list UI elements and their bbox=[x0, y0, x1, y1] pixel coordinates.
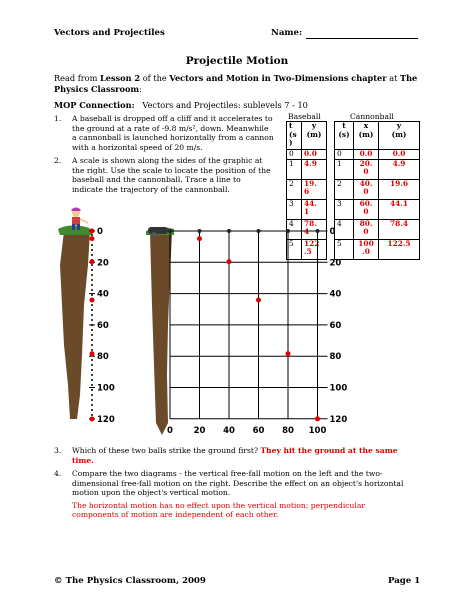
table-row: 5 100 .0 122.5 bbox=[335, 239, 420, 259]
table-row: 1 20. 0 4.9 bbox=[335, 159, 420, 179]
bottom-scale-label: 20 bbox=[193, 425, 206, 436]
horizontal-position-dot bbox=[257, 229, 261, 233]
baseball-table-title: Baseball bbox=[288, 112, 321, 121]
left-cliff-grass bbox=[58, 225, 92, 235]
left-scale-label: 40 bbox=[97, 289, 109, 300]
table-row: 3 44. 1 bbox=[287, 199, 327, 219]
cannonball-dot bbox=[197, 236, 202, 241]
name-label: Name: bbox=[271, 28, 303, 38]
right-scale-label: 80 bbox=[329, 352, 342, 363]
worksheet-title: Vectors and Projectiles bbox=[54, 28, 165, 38]
baseball-dot bbox=[90, 236, 95, 241]
baseball-dot bbox=[90, 298, 95, 303]
right-scale-label: 0 bbox=[329, 227, 336, 237]
baseball-dot bbox=[90, 351, 95, 356]
table-row: 0 0.0 0.0 bbox=[335, 150, 420, 160]
cannonball-dot bbox=[286, 351, 291, 356]
bottom-scale-label: 40 bbox=[223, 425, 235, 436]
right-scale-label: 40 bbox=[329, 289, 342, 300]
baseball-dot bbox=[90, 259, 95, 264]
right-scale-label: 20 bbox=[329, 258, 342, 269]
baseball-dot bbox=[90, 229, 95, 234]
trajectory-grid bbox=[168, 229, 328, 419]
left-scale-label: 120 bbox=[97, 414, 115, 425]
right-cliff bbox=[150, 233, 172, 435]
right-scale-label: 120 bbox=[329, 414, 348, 425]
intro-paragraph: Read from Lesson 2 of the Vectors and Motion in Two-Dimensions chapter at The Physics Classroom: bbox=[54, 73, 418, 94]
left-cliff bbox=[60, 231, 90, 419]
horizontal-position-dot bbox=[227, 229, 231, 233]
table-row: 4 80. 0 78.4 bbox=[335, 219, 420, 239]
bottom-scale-label: 0 bbox=[167, 425, 173, 436]
person-icon bbox=[71, 208, 88, 231]
horizontal-position-dot bbox=[168, 229, 172, 233]
left-scale bbox=[89, 227, 115, 425]
footer-copyright: © The Physics Classroom, 2009 bbox=[54, 576, 206, 586]
q3-answer: They hit the ground at the same bbox=[260, 446, 398, 455]
q1-text: A baseball is dropped off a cliff and it accelerates to the ground at a rate of -9.8 m/s², down. Meanwhile a cannonball is launched horizontally from a cannon with a horizontal speed of 20 m/s. bbox=[72, 114, 274, 152]
bottom-scale-label: 80 bbox=[282, 425, 294, 436]
table-row: 2 40. 0 19.6 bbox=[335, 179, 420, 199]
right-scale-label: 100 bbox=[329, 383, 348, 394]
cannonball-header-x: x (m) bbox=[354, 122, 379, 150]
left-scale-label: 20 bbox=[97, 258, 109, 269]
horizontal-position-dot bbox=[198, 229, 202, 233]
right-scale bbox=[330, 227, 348, 425]
cannonball-header-t: t (s) bbox=[335, 122, 354, 150]
q3-number: 3. bbox=[54, 446, 62, 455]
cannonball-header-y: y (m) bbox=[379, 122, 420, 150]
left-scale-label: 80 bbox=[97, 352, 109, 363]
name-field[interactable] bbox=[306, 38, 418, 39]
cannonball-dot bbox=[227, 259, 232, 264]
q4-text: Compare the two diagrams - the vertical free-fall motion on the left and the two- dimensional free-fall motion on the right. Describe the effect on an object's horizontal motion upon the object's vertical motion. The horizontal motion has no effect upon the vertical motion; perpendicular components of motion are independent of each other. bbox=[72, 469, 452, 520]
left-scale-label: 100 bbox=[97, 383, 115, 394]
q1-number: 1. bbox=[54, 114, 62, 123]
page-title: Projectile Motion bbox=[185, 55, 289, 67]
bottom-scale bbox=[167, 426, 326, 436]
table-row: 2 19. 6 bbox=[287, 179, 327, 199]
q3-text: Which of these two balls strike the ground first? They hit the ground at the same time. bbox=[72, 446, 398, 465]
q4-number: 4. bbox=[54, 469, 62, 478]
q2-text: A scale is shown along the sides of the graphic at the right. Use the scale to locate the position of the baseball and the cannonball. Trace a line to indicate the trajectory of the cannonball. bbox=[72, 156, 271, 194]
mop-connection: MOP Connection: Vectors and Projectiles: sublevels 7 - 10 bbox=[54, 100, 308, 110]
table-row: 1 4.9 bbox=[287, 159, 327, 179]
cannonball-dot bbox=[315, 416, 320, 421]
q2-number: 2. bbox=[54, 156, 62, 165]
right-scale-label: 60 bbox=[329, 320, 342, 331]
left-scale-label: 0 bbox=[97, 227, 103, 237]
baseball-header-y: y (m) bbox=[302, 122, 327, 150]
projectile-diagram bbox=[50, 205, 360, 445]
cannonball-dot bbox=[256, 298, 261, 303]
bottom-scale-label: 100 bbox=[308, 425, 327, 436]
table-row: 0 0.0 bbox=[287, 150, 327, 160]
q4-answer: The horizontal motion has no effect upon the vertical motion; perpendicular bbox=[72, 500, 366, 510]
horizontal-position-dot bbox=[286, 229, 290, 233]
cannonball-table-title: Cannonball bbox=[350, 112, 394, 121]
footer-page-number: Page 1 bbox=[388, 576, 421, 586]
baseball-header-t: t (s ) bbox=[287, 122, 302, 150]
horizontal-position-dot bbox=[316, 229, 320, 233]
baseball-dot bbox=[90, 417, 95, 422]
bottom-scale-label: 60 bbox=[252, 425, 265, 436]
table-row: 5 122 .5 bbox=[287, 239, 327, 259]
table-row: 3 60. 0 44.1 bbox=[335, 199, 420, 219]
table-row: 4 78. 4 bbox=[287, 219, 327, 239]
left-scale-label: 60 bbox=[97, 320, 109, 331]
